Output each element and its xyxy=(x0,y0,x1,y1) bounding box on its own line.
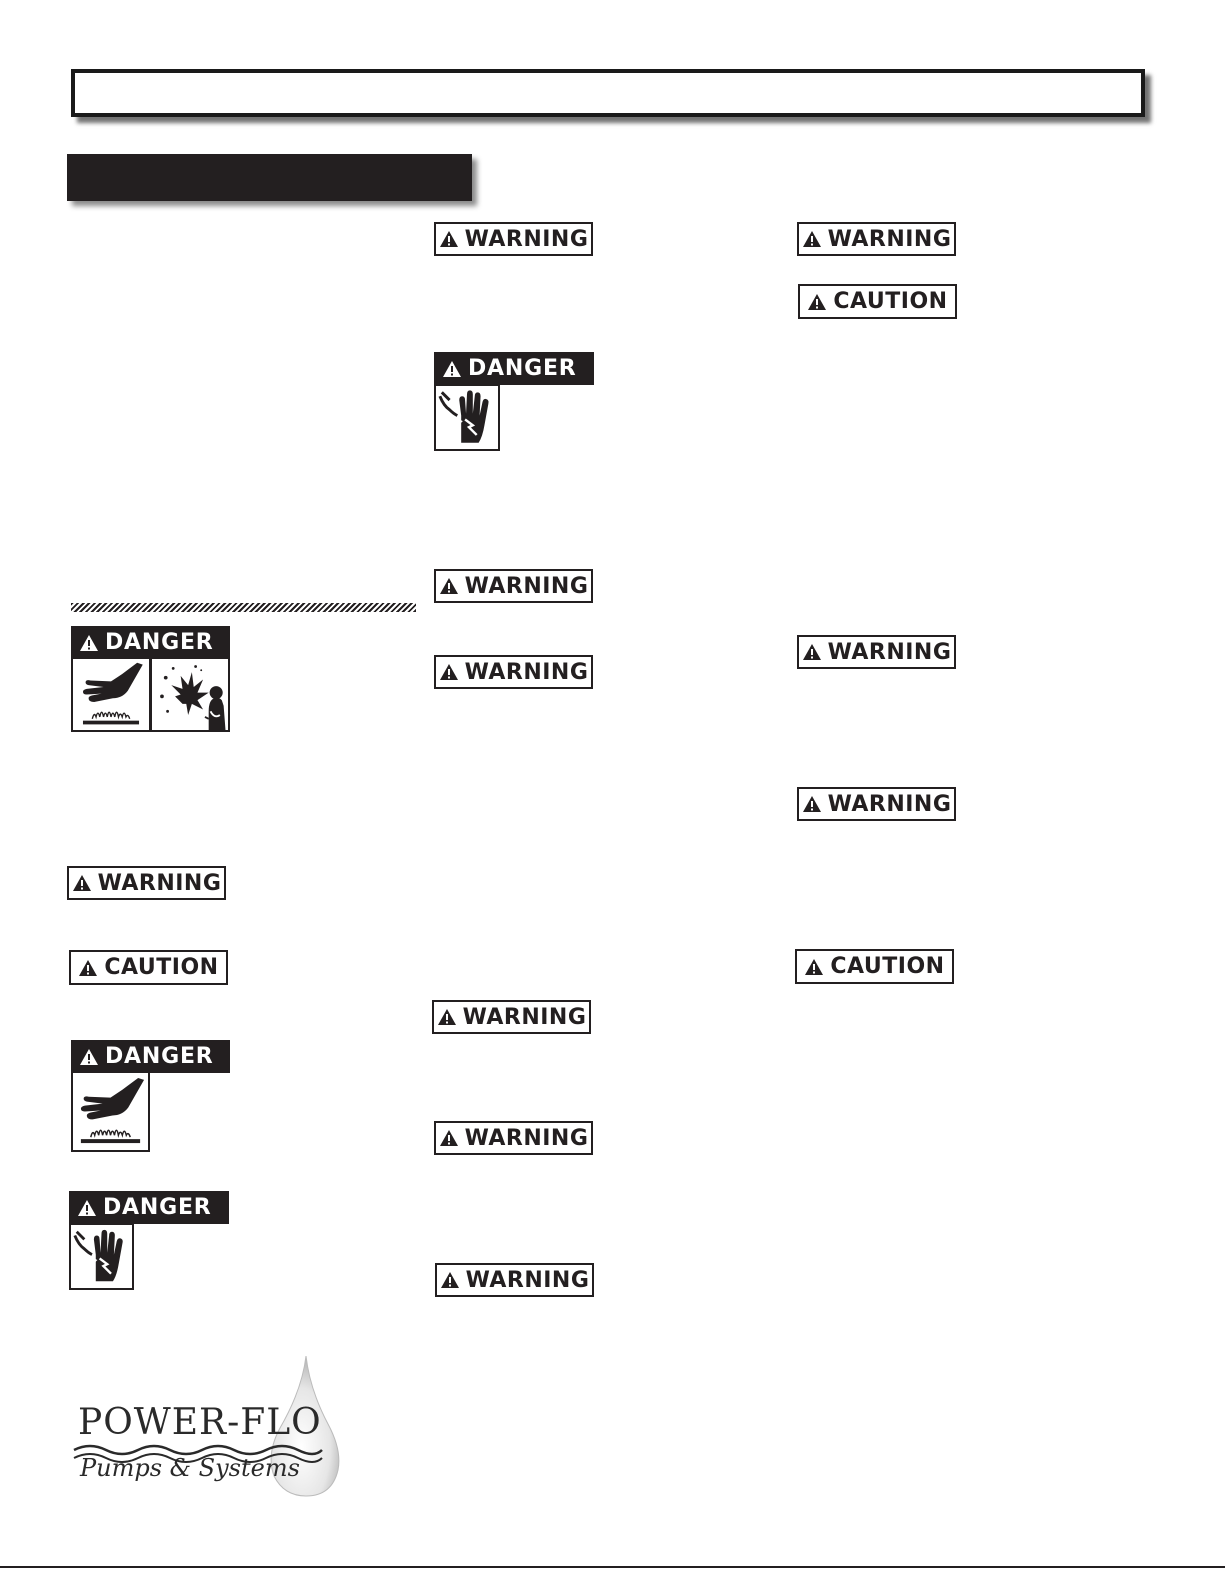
alert-triangle-icon xyxy=(442,360,462,378)
warning-label xyxy=(434,569,593,603)
danger-header xyxy=(69,1191,229,1224)
alert-triangle-icon xyxy=(802,230,822,248)
warning-text: WARNING xyxy=(97,870,222,896)
alert-triangle-icon xyxy=(79,1048,99,1066)
caution-text: CAUTION xyxy=(104,955,219,980)
warning-text: WARNING xyxy=(827,639,952,665)
warning-text: WARNING xyxy=(464,573,589,599)
danger-shock-label xyxy=(69,1191,229,1291)
alert-triangle-icon xyxy=(72,874,92,892)
caution-text: CAUTION xyxy=(830,954,945,979)
danger-text: DANGER xyxy=(103,1195,212,1220)
hand-burn-icon xyxy=(71,657,151,732)
explosion-icon xyxy=(150,657,230,732)
caution-label xyxy=(795,949,954,984)
danger-text: DANGER xyxy=(468,356,577,381)
power-flo-logo xyxy=(70,1350,350,1500)
alert-triangle-icon xyxy=(807,293,827,311)
danger-header xyxy=(434,352,594,385)
warning-label xyxy=(435,1263,594,1297)
warning-label xyxy=(434,655,593,689)
alert-triangle-icon xyxy=(77,1199,97,1217)
alert-triangle-icon xyxy=(439,577,459,595)
logo-tagline: Pumps & Systems xyxy=(80,1454,300,1482)
warning-label xyxy=(434,1121,593,1155)
alert-triangle-icon xyxy=(439,1129,459,1147)
alert-triangle-icon xyxy=(79,634,99,652)
warning-text: WARNING xyxy=(827,791,952,817)
warning-label xyxy=(797,222,956,256)
footer-rule xyxy=(0,1566,1225,1568)
alert-triangle-icon xyxy=(439,230,459,248)
danger-header xyxy=(71,626,230,659)
caution-label xyxy=(798,284,957,319)
danger-burn-label xyxy=(71,1040,230,1152)
warning-label xyxy=(67,866,226,900)
hand-burn-icon xyxy=(71,1071,150,1152)
danger-header xyxy=(71,1040,230,1073)
logo-wordmark: POWER-FLO xyxy=(78,1402,322,1443)
alert-triangle-icon xyxy=(804,958,824,976)
danger-burn-explosion-label xyxy=(71,626,230,732)
danger-shock-label xyxy=(434,352,594,451)
alert-triangle-icon xyxy=(439,663,459,681)
caution-label xyxy=(69,950,228,985)
alert-triangle-icon xyxy=(802,795,822,813)
danger-text: DANGER xyxy=(105,1044,214,1069)
warning-text: WARNING xyxy=(464,1125,589,1151)
alert-triangle-icon xyxy=(78,959,98,977)
danger-text: DANGER xyxy=(105,630,214,655)
warning-label xyxy=(432,1000,591,1034)
alert-triangle-icon xyxy=(440,1271,460,1289)
warning-text: WARNING xyxy=(464,659,589,685)
section-heading-bar xyxy=(67,154,472,201)
electric-shock-hand-icon xyxy=(434,384,500,451)
alert-triangle-icon xyxy=(437,1008,457,1026)
page-title-box xyxy=(71,69,1145,117)
caution-text: CAUTION xyxy=(833,289,948,314)
alert-triangle-icon xyxy=(802,643,822,661)
warning-label xyxy=(797,787,956,821)
warning-label xyxy=(434,222,593,256)
warning-label xyxy=(797,635,956,669)
warning-text: WARNING xyxy=(464,226,589,252)
electric-shock-hand-icon xyxy=(69,1223,134,1290)
warning-text: WARNING xyxy=(465,1267,590,1293)
hatched-divider xyxy=(71,603,416,612)
warning-text: WARNING xyxy=(462,1004,587,1030)
warning-text: WARNING xyxy=(827,226,952,252)
